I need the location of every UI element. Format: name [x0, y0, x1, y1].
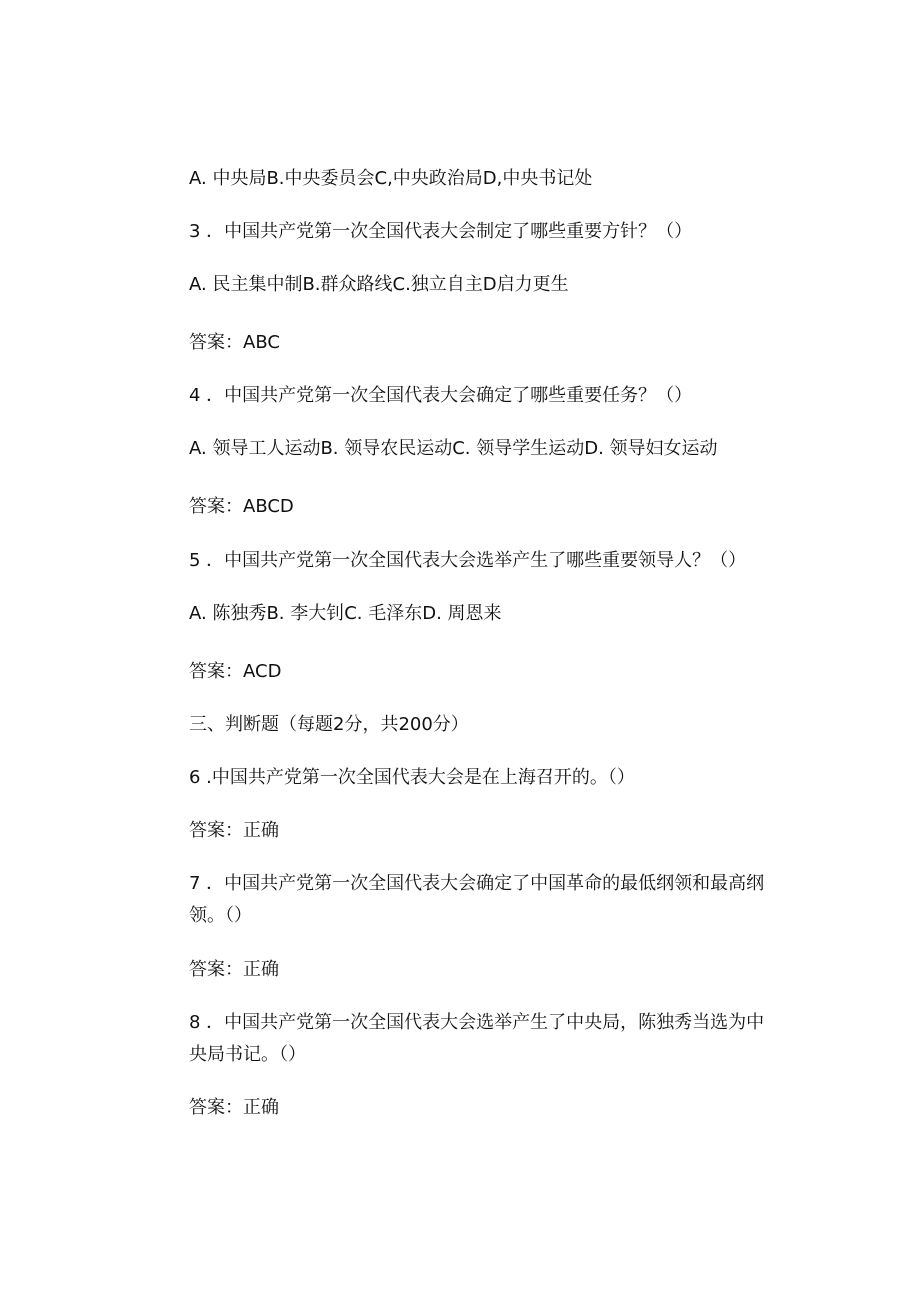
q3-options: A. 民主集中制B.群众路线C.独立自主D启力更生	[189, 274, 569, 295]
q8-answer: 答案：正确	[189, 1097, 279, 1118]
q5-options: A. 陈独秀B. 李大钊C. 毛泽东D. 周恩来	[189, 603, 502, 624]
q3-question: 3 ．中国共产党第一次全国代表大会制定了哪些重要方针？（）	[189, 221, 693, 242]
section-heading-true-false: 三、判断题（每题2分，共200分）	[189, 714, 469, 735]
q6-answer: 答案：正确	[189, 820, 279, 841]
q5-answer: 答案：ACD	[189, 661, 282, 682]
q2-options: A. 中央局B.中央委员会C,中央政治局D,中央书记处	[189, 168, 593, 189]
q7-question-line2: 领。（）	[189, 905, 252, 926]
q4-answer: 答案：ABCD	[189, 496, 294, 517]
q3-answer: 答案：ABC	[189, 332, 280, 353]
q6-question: 6 .中国共产党第一次全国代表大会是在上海召开的。（）	[189, 767, 635, 788]
q7-question-line1: 7 ．中国共产党第一次全国代表大会确定了中国革命的最低纲领和最高纲	[189, 873, 765, 894]
q8-question-line1: 8 ．中国共产党第一次全国代表大会选举产生了中央局，陈独秀当选为中	[189, 1012, 765, 1033]
q7-answer: 答案：正确	[189, 959, 279, 980]
q4-question: 4 ．中国共产党第一次全国代表大会确定了哪些重要任务？（）	[189, 385, 693, 406]
q8-question-line2: 央局书记。（）	[189, 1044, 306, 1065]
q5-question: 5 ．中国共产党第一次全国代表大会选举产生了哪些重要领导人？（）	[189, 550, 747, 571]
q4-options: A. 领导工人运动B. 领导农民运动C. 领导学生运动D. 领导妇女运动	[189, 438, 718, 459]
